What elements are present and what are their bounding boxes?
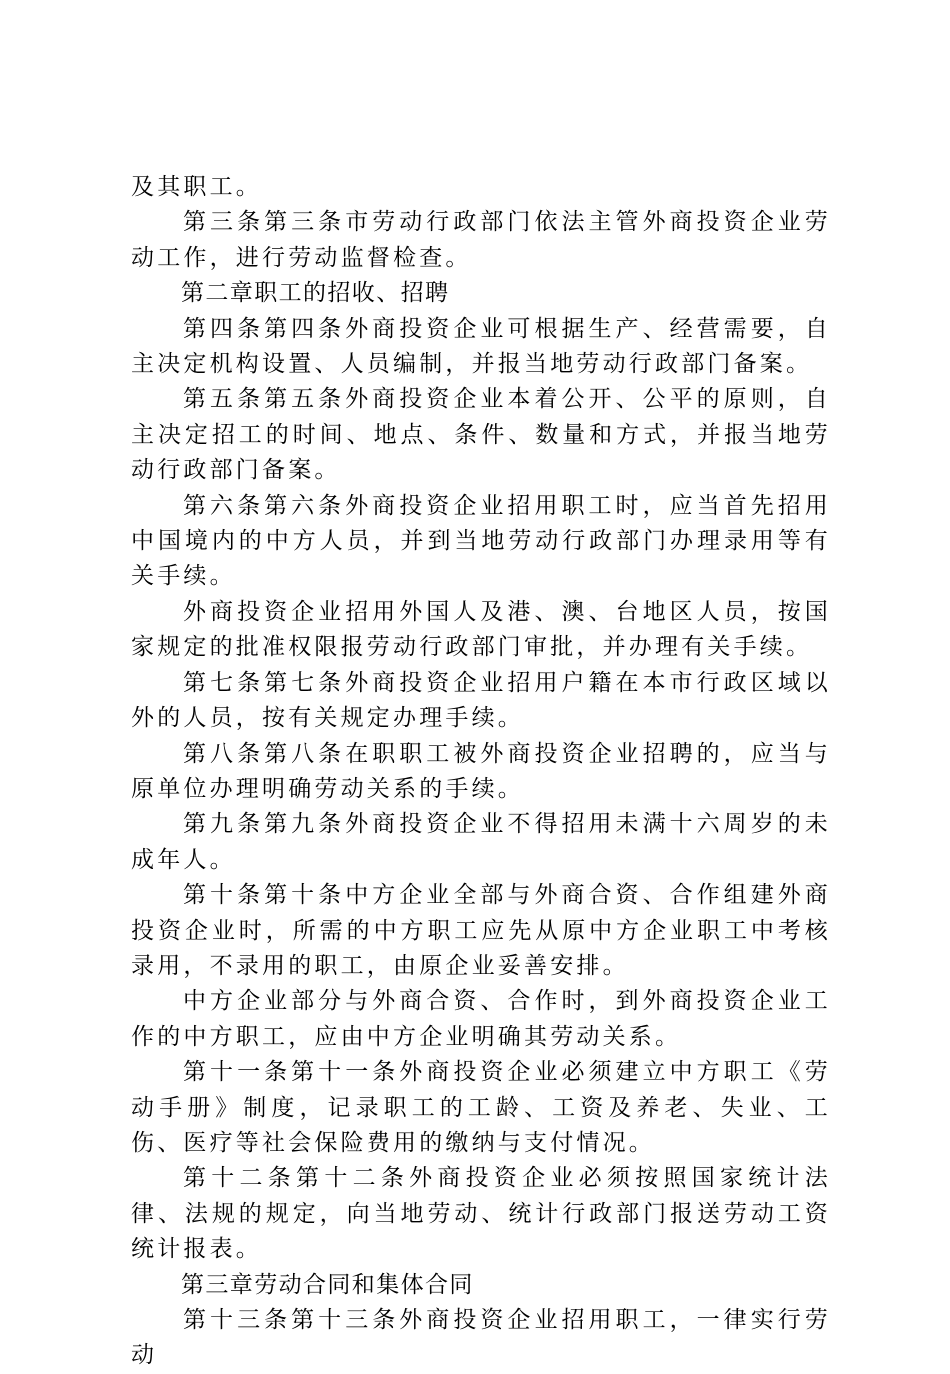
article-8-paragraph: 第八条第八条在职职工被外商投资企业招聘的，应当与原单位办理明确劳动关系的手续。 bbox=[131, 740, 831, 802]
article-10-paragraph: 第十条第十条中方企业全部与外商合资、合作组建外商投资企业时，所需的中方职工应先从原中方企业职工中考核录用，不录用的职工，由原企业妥善安排。 bbox=[131, 882, 831, 979]
article-6-paragraph: 第六条第六条外商投资企业招用职工时，应当首先招用中国境内的中方人员，并到当地劳动行政部门办理录用等有关手续。 bbox=[131, 492, 831, 590]
article-7-paragraph: 第七条第七条外商投资企业招用户籍在本市行政区域以外的人员，按有关规定办理手续。 bbox=[131, 669, 831, 732]
document-body bbox=[131, 170, 831, 1374]
chapter-3-heading: 第三章劳动合同和集体合同 bbox=[181, 1271, 474, 1298]
article-5-paragraph: 第五条第五条外商投资企业本着公开、公平的原则，自主决定招工的时间、地点、条件、数量和方式，并报当地劳动行政部门备案。 bbox=[131, 386, 831, 484]
chapter-2-heading: 第二章职工的招收、招聘 bbox=[181, 280, 450, 307]
article-10-subparagraph: 中方企业部分与外商合资、合作时，到外商投资企业工作的中方职工，应由中方企业明确其劳动关系。 bbox=[131, 988, 831, 1050]
paragraph-continuation: 及其职工。 bbox=[131, 174, 262, 200]
article-3-paragraph: 第三条第三条市劳动行政部门依法主管外商投资企业劳动工作，进行劳动监督检查。 bbox=[131, 209, 831, 271]
article-9-paragraph: 第九条第九条外商投资企业不得招用未满十六周岁的未成年人。 bbox=[131, 811, 831, 873]
article-13-paragraph: 第十三条第十三条外商投资企业招用职工，一律实行劳动 bbox=[131, 1307, 831, 1369]
article-12-paragraph: 第十二条第十二条外商投资企业必须按照国家统计法律、法规的规定，向当地劳动、统计行政部门报送劳动工资统计报表。 bbox=[131, 1165, 831, 1263]
article-11-paragraph: 第十一条第十一条外商投资企业必须建立中方职工《劳动手册》制度，记录职工的工龄、工资及养老、失业、工伤、医疗等社会保险费用的缴纳与支付情况。 bbox=[131, 1059, 831, 1156]
article-4-paragraph: 第四条第四条外商投资企业可根据生产、经营需要，自主决定机构设置、人员编制，并报当地劳动行政部门备案。 bbox=[131, 315, 831, 378]
article-6-subparagraph: 外商投资企业招用外国人及港、澳、台地区人员，按国家规定的批准权限报劳动行政部门审批，并办理有关手续。 bbox=[131, 598, 831, 661]
